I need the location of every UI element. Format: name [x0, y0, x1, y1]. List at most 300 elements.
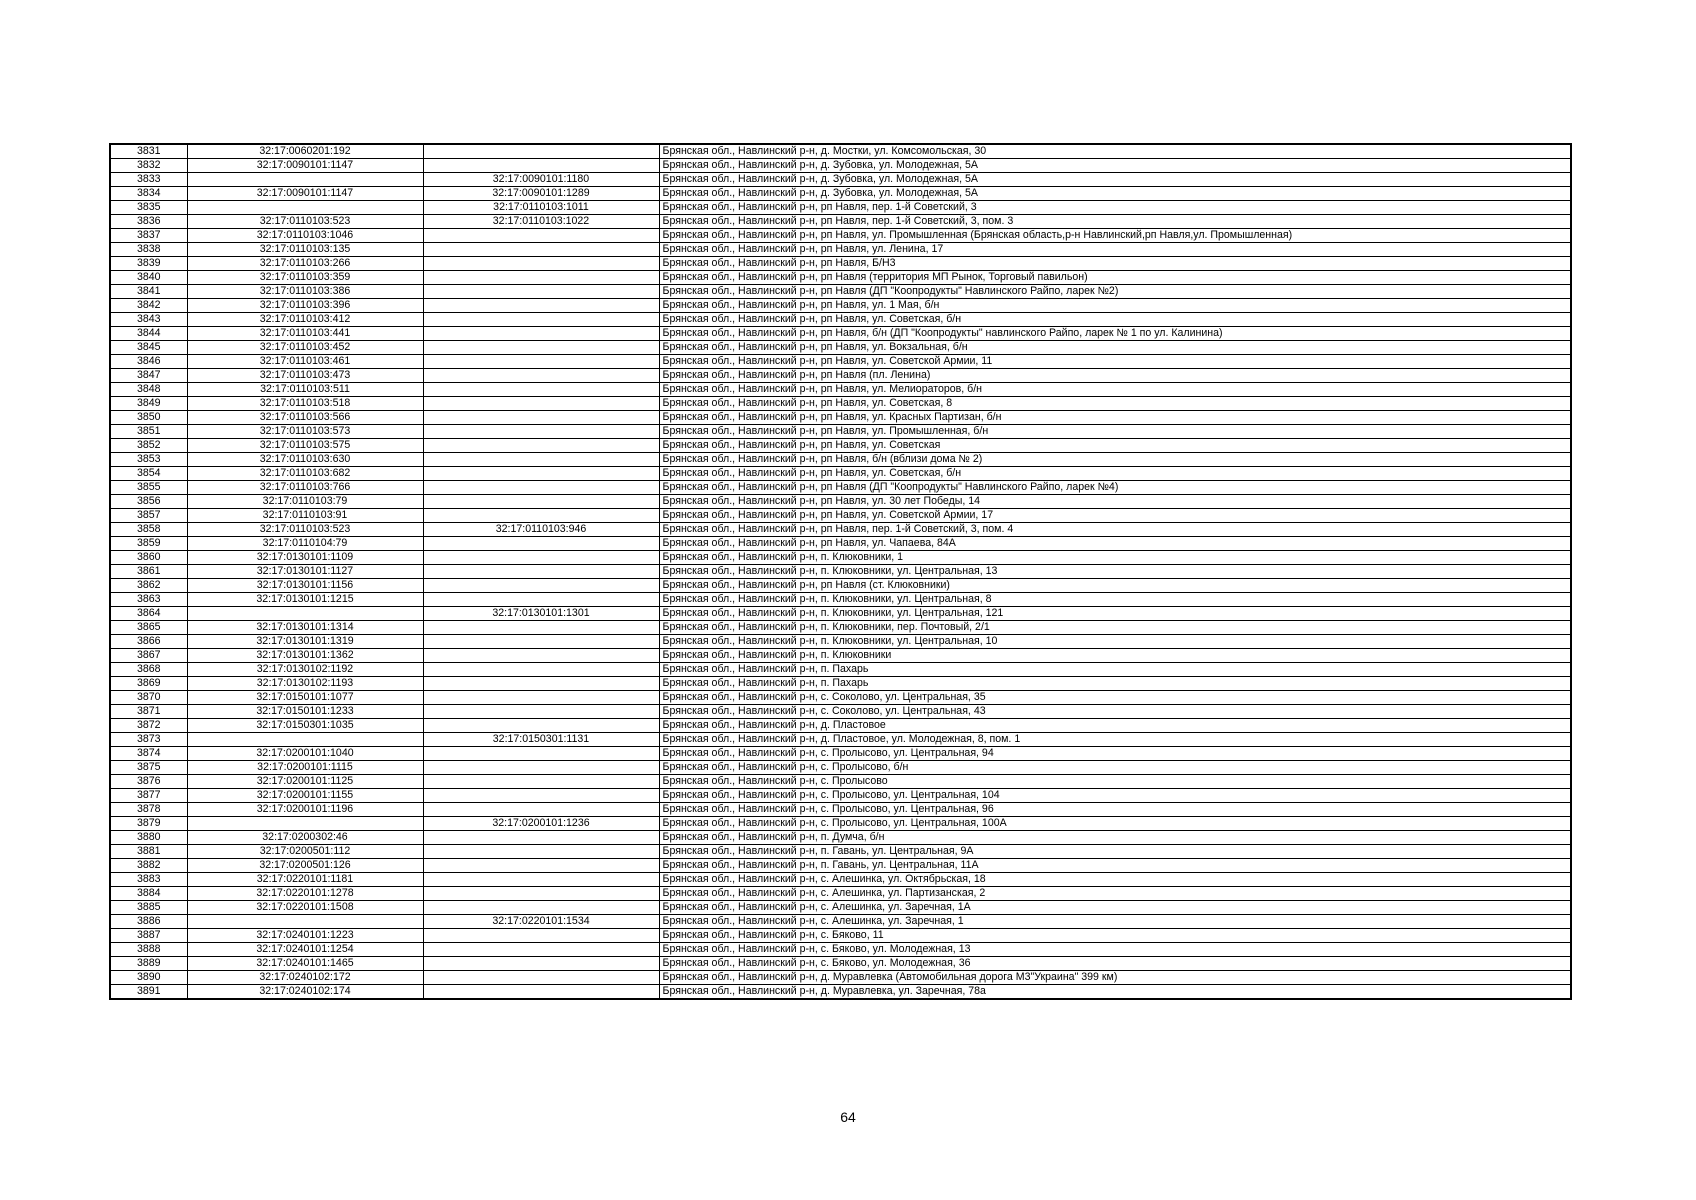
address-cell: Брянская обл., Навлинский р-н, рп Навля (территория МП Рынок, Торговый павильон) [659, 271, 1571, 285]
row-number-cell: 3870 [110, 691, 187, 705]
related-cadastral-number-cell: 32:17:0090101:1180 [423, 173, 659, 187]
related-cadastral-number-cell: 32:17:0150301:1131 [423, 733, 659, 747]
row-number-cell: 3853 [110, 453, 187, 467]
address-cell: Брянская обл., Навлинский р-н, с. Пролысово [659, 775, 1571, 789]
cadastral-number-cell [187, 173, 423, 187]
address-cell: Брянская обл., Навлинский р-н, с. Бяково, ул. Молодежная, 13 [659, 943, 1571, 957]
address-cell: Брянская обл., Навлинский р-н, с. Алешинка, ул. Заречная, 1А [659, 901, 1571, 915]
table-row [110, 579, 1571, 593]
related-cadastral-number-cell [423, 789, 659, 803]
table-row [110, 649, 1571, 663]
table-row [110, 565, 1571, 579]
row-number-cell: 3840 [110, 271, 187, 285]
table-row [110, 215, 1571, 229]
row-number-cell: 3864 [110, 607, 187, 621]
address-cell: Брянская обл., Навлинский р-н, рп Навля, ул. Советская, 8 [659, 397, 1571, 411]
table-row [110, 271, 1571, 285]
table-row [110, 957, 1571, 971]
row-number-cell: 3845 [110, 341, 187, 355]
address-cell: Брянская обл., Навлинский р-н, рп Навля, ул. Чапаева, 84А [659, 537, 1571, 551]
cadastral-number-cell: 32:17:0240101:1254 [187, 943, 423, 957]
row-number-cell: 3872 [110, 719, 187, 733]
cadastral-number-cell: 32:17:0110103:396 [187, 299, 423, 313]
related-cadastral-number-cell [423, 845, 659, 859]
table-row [110, 467, 1571, 481]
cadastral-number-cell: 32:17:0200501:112 [187, 845, 423, 859]
row-number-cell: 3866 [110, 635, 187, 649]
cadastral-number-cell [187, 915, 423, 929]
table-row [110, 831, 1571, 845]
cadastral-number-cell: 32:17:0110103:566 [187, 411, 423, 425]
table-row [110, 495, 1571, 509]
table-row [110, 887, 1571, 901]
row-number-cell: 3869 [110, 677, 187, 691]
row-number-cell: 3849 [110, 397, 187, 411]
row-number-cell: 3881 [110, 845, 187, 859]
address-cell: Брянская обл., Навлинский р-н, рп Навля, пер. 1-й Советский, 3 [659, 201, 1571, 215]
related-cadastral-number-cell [423, 887, 659, 901]
table-row [110, 971, 1571, 985]
cadastral-number-cell: 32:17:0130101:1319 [187, 635, 423, 649]
cadastral-number-cell: 32:17:0110103:79 [187, 495, 423, 509]
cadastral-number-cell: 32:17:0240101:1465 [187, 957, 423, 971]
table-row [110, 229, 1571, 243]
cadastral-number-cell: 32:17:0060201:192 [187, 144, 423, 159]
cadastral-number-cell: 32:17:0240102:172 [187, 971, 423, 985]
row-number-cell: 3855 [110, 481, 187, 495]
address-cell: Брянская обл., Навлинский р-н, с. Соколово, ул. Центральная, 35 [659, 691, 1571, 705]
related-cadastral-number-cell [423, 593, 659, 607]
table-row [110, 537, 1571, 551]
row-number-cell: 3891 [110, 985, 187, 1000]
related-cadastral-number-cell [423, 467, 659, 481]
related-cadastral-number-cell [423, 705, 659, 719]
table-row [110, 705, 1571, 719]
address-cell: Брянская обл., Навлинский р-н, с. Пролысово, ул. Центральная, 100А [659, 817, 1571, 831]
cadastral-number-cell: 32:17:0200101:1155 [187, 789, 423, 803]
table-row [110, 817, 1571, 831]
cadastral-number-cell: 32:17:0220101:1278 [187, 887, 423, 901]
row-number-cell: 3875 [110, 761, 187, 775]
table-row [110, 523, 1571, 537]
address-cell: Брянская обл., Навлинский р-н, с. Бяково, 11 [659, 929, 1571, 943]
row-number-cell: 3889 [110, 957, 187, 971]
cadastral-number-cell: 32:17:0110103:461 [187, 355, 423, 369]
address-cell: Брянская обл., Навлинский р-н, с. Пролысово, б/н [659, 761, 1571, 775]
cadastral-number-cell: 32:17:0130101:1127 [187, 565, 423, 579]
address-cell: Брянская обл., Навлинский р-н, с. Пролысово, ул. Центральная, 94 [659, 747, 1571, 761]
address-cell: Брянская обл., Навлинский р-н, рп Навля, б/н (ДП "Коопродукты" навлинского Райпо, ларек № 1 по ул. Калинина) [659, 327, 1571, 341]
address-cell: Брянская обл., Навлинский р-н, рп Навля, б/н (вблизи дома № 2) [659, 453, 1571, 467]
table-row [110, 929, 1571, 943]
related-cadastral-number-cell [423, 481, 659, 495]
row-number-cell: 3882 [110, 859, 187, 873]
address-cell: Брянская обл., Навлинский р-н, рп Навля, пер. 1-й Советский, 3, пом. 3 [659, 215, 1571, 229]
cadastral-number-cell: 32:17:0200302:46 [187, 831, 423, 845]
address-cell: Брянская обл., Навлинский р-н, рп Навля, Б/Н3 [659, 257, 1571, 271]
address-cell: Брянская обл., Навлинский р-н, рп Навля, ул. Советская, б/н [659, 467, 1571, 481]
table-row [110, 901, 1571, 915]
row-number-cell: 3842 [110, 299, 187, 313]
cadastral-number-cell: 32:17:0110103:1046 [187, 229, 423, 243]
table-row [110, 719, 1571, 733]
row-number-cell: 3878 [110, 803, 187, 817]
address-cell: Брянская обл., Навлинский р-н, рп Навля (ст. Клюковники) [659, 579, 1571, 593]
row-number-cell: 3851 [110, 425, 187, 439]
cadastral-number-cell: 32:17:0240102:174 [187, 985, 423, 1000]
cadastral-number-cell: 32:17:0150101:1077 [187, 691, 423, 705]
related-cadastral-number-cell [423, 649, 659, 663]
table-row [110, 355, 1571, 369]
cadastral-number-cell: 32:17:0240101:1223 [187, 929, 423, 943]
cadastral-number-cell: 32:17:0220101:1508 [187, 901, 423, 915]
address-cell: Брянская обл., Навлинский р-н, п. Клюковники, ул. Центральная, 13 [659, 565, 1571, 579]
row-number-cell: 3831 [110, 144, 187, 159]
address-cell: Брянская обл., Навлинский р-н, рп Навля, ул. 1 Мая, б/н [659, 299, 1571, 313]
related-cadastral-number-cell [423, 803, 659, 817]
table-row [110, 187, 1571, 201]
cadastral-number-cell: 32:17:0110103:630 [187, 453, 423, 467]
cadastral-number-cell: 32:17:0110103:441 [187, 327, 423, 341]
row-number-cell: 3846 [110, 355, 187, 369]
row-number-cell: 3884 [110, 887, 187, 901]
table-row [110, 985, 1571, 1000]
cadastral-number-cell: 32:17:0110103:575 [187, 439, 423, 453]
address-cell: Брянская обл., Навлинский р-н, рп Навля, ул. 30 лет Победы, 14 [659, 495, 1571, 509]
table-row [110, 201, 1571, 215]
address-cell: Брянская обл., Навлинский р-н, рп Навля, ул. Вокзальная, б/н [659, 341, 1571, 355]
table-row [110, 621, 1571, 635]
cadastral-number-cell [187, 733, 423, 747]
related-cadastral-number-cell [423, 271, 659, 285]
row-number-cell: 3860 [110, 551, 187, 565]
row-number-cell: 3835 [110, 201, 187, 215]
related-cadastral-number-cell [423, 439, 659, 453]
table-row [110, 144, 1571, 159]
address-cell: Брянская обл., Навлинский р-н, п. Клюковники, пер. Почтовый, 2/1 [659, 621, 1571, 635]
table-row [110, 243, 1571, 257]
address-cell: Брянская обл., Навлинский р-н, рп Навля (ДП "Коопродукты" Навлинского Райпо, ларек №2) [659, 285, 1571, 299]
row-number-cell: 3888 [110, 943, 187, 957]
related-cadastral-number-cell [423, 761, 659, 775]
row-number-cell: 3847 [110, 369, 187, 383]
cadastral-number-cell: 32:17:0150301:1035 [187, 719, 423, 733]
row-number-cell: 3880 [110, 831, 187, 845]
row-number-cell: 3871 [110, 705, 187, 719]
row-number-cell: 3844 [110, 327, 187, 341]
cadastral-number-cell: 32:17:0130101:1215 [187, 593, 423, 607]
table-row [110, 607, 1571, 621]
table-row [110, 173, 1571, 187]
cadastral-number-cell: 32:17:0090101:1147 [187, 187, 423, 201]
cadastral-number-cell: 32:17:0110103:511 [187, 383, 423, 397]
address-cell: Брянская обл., Навлинский р-н, рп Навля, ул. Советской Армии, 11 [659, 355, 1571, 369]
row-number-cell: 3861 [110, 565, 187, 579]
related-cadastral-number-cell [423, 159, 659, 173]
address-cell: Брянская обл., Навлинский р-н, п. Клюковники, ул. Центральная, 8 [659, 593, 1571, 607]
related-cadastral-number-cell [423, 495, 659, 509]
cadastral-number-cell: 32:17:0130101:1362 [187, 649, 423, 663]
row-number-cell: 3841 [110, 285, 187, 299]
cadastral-number-cell: 32:17:0110103:523 [187, 215, 423, 229]
address-cell: Брянская обл., Навлинский р-н, с. Пролысово, ул. Центральная, 96 [659, 803, 1571, 817]
row-number-cell: 3834 [110, 187, 187, 201]
cadastral-number-cell: 32:17:0200101:1125 [187, 775, 423, 789]
address-cell: Брянская обл., Навлинский р-н, рп Навля, ул. Красных Партизан, б/н [659, 411, 1571, 425]
related-cadastral-number-cell [423, 859, 659, 873]
related-cadastral-number-cell [423, 775, 659, 789]
table-row [110, 551, 1571, 565]
related-cadastral-number-cell [423, 943, 659, 957]
address-cell: Брянская обл., Навлинский р-н, рп Навля, пер. 1-й Советский, 3, пом. 4 [659, 523, 1571, 537]
page-number: 64 [840, 1109, 856, 1125]
related-cadastral-number-cell [423, 299, 659, 313]
cadastral-number-cell: 32:17:0110104:79 [187, 537, 423, 551]
address-cell: Брянская обл., Навлинский р-н, рп Навля, ул. Советской Армии, 17 [659, 509, 1571, 523]
related-cadastral-number-cell [423, 691, 659, 705]
cadastral-number-cell: 32:17:0110103:135 [187, 243, 423, 257]
cadastral-number-cell: 32:17:0220101:1181 [187, 873, 423, 887]
related-cadastral-number-cell [423, 579, 659, 593]
address-cell: Брянская обл., Навлинский р-н, рп Навля (ДП "Коопродукты" Навлинского Райпо, ларек №4) [659, 481, 1571, 495]
row-number-cell: 3850 [110, 411, 187, 425]
related-cadastral-number-cell [423, 229, 659, 243]
related-cadastral-number-cell [423, 144, 659, 159]
row-number-cell: 3868 [110, 663, 187, 677]
address-cell: Брянская обл., Навлинский р-н, рп Навля, ул. Промышленная, б/н [659, 425, 1571, 439]
cadastral-number-cell: 32:17:0110103:682 [187, 467, 423, 481]
table-row [110, 775, 1571, 789]
cadastral-number-cell: 32:17:0110103:573 [187, 425, 423, 439]
cadastral-number-cell: 32:17:0110103:518 [187, 397, 423, 411]
cadastral-number-cell [187, 201, 423, 215]
row-number-cell: 3887 [110, 929, 187, 943]
row-number-cell: 3836 [110, 215, 187, 229]
row-number-cell: 3876 [110, 775, 187, 789]
row-number-cell: 3879 [110, 817, 187, 831]
related-cadastral-number-cell: 32:17:0110103:1022 [423, 215, 659, 229]
related-cadastral-number-cell [423, 383, 659, 397]
cadastral-number-cell: 32:17:0090101:1147 [187, 159, 423, 173]
cadastral-number-cell: 32:17:0110103:359 [187, 271, 423, 285]
address-cell: Брянская обл., Навлинский р-н, рп Навля (пл. Ленина) [659, 369, 1571, 383]
cadastral-number-cell: 32:17:0200101:1196 [187, 803, 423, 817]
related-cadastral-number-cell [423, 313, 659, 327]
row-number-cell: 3857 [110, 509, 187, 523]
address-cell: Брянская обл., Навлинский р-н, д. Зубовка, ул. Молодежная, 5А [659, 159, 1571, 173]
address-cell: Брянская обл., Навлинский р-н, п. Клюковники, ул. Центральная, 121 [659, 607, 1571, 621]
address-cell: Брянская обл., Навлинский р-н, п. Клюковники, ул. Центральная, 10 [659, 635, 1571, 649]
table-row [110, 733, 1571, 747]
table-row [110, 747, 1571, 761]
table-row [110, 677, 1571, 691]
address-cell: Брянская обл., Навлинский р-н, д. Муравлевка, ул. Заречная, 78а [659, 985, 1571, 1000]
related-cadastral-number-cell [423, 509, 659, 523]
related-cadastral-number-cell [423, 369, 659, 383]
row-number-cell: 3856 [110, 495, 187, 509]
row-number-cell: 3865 [110, 621, 187, 635]
row-number-cell: 3874 [110, 747, 187, 761]
related-cadastral-number-cell [423, 971, 659, 985]
address-cell: Брянская обл., Навлинский р-н, п. Клюковники [659, 649, 1571, 663]
related-cadastral-number-cell [423, 677, 659, 691]
cadastral-number-cell: 32:17:0130102:1193 [187, 677, 423, 691]
related-cadastral-number-cell [423, 285, 659, 299]
address-cell: Брянская обл., Навлинский р-н, д. Зубовка, ул. Молодежная, 5А [659, 173, 1571, 187]
cadastral-number-cell: 32:17:0130101:1314 [187, 621, 423, 635]
related-cadastral-number-cell [423, 957, 659, 971]
table-row [110, 453, 1571, 467]
related-cadastral-number-cell [423, 621, 659, 635]
row-number-cell: 3833 [110, 173, 187, 187]
address-cell: Брянская обл., Навлинский р-н, с. Соколово, ул. Центральная, 43 [659, 705, 1571, 719]
row-number-cell: 3873 [110, 733, 187, 747]
cadastral-number-cell: 32:17:0110103:452 [187, 341, 423, 355]
registry-table-body [110, 144, 1571, 999]
related-cadastral-number-cell [423, 873, 659, 887]
table-row [110, 663, 1571, 677]
row-number-cell: 3839 [110, 257, 187, 271]
cadastral-number-cell: 32:17:0200101:1115 [187, 761, 423, 775]
related-cadastral-number-cell: 32:17:0110103:1011 [423, 201, 659, 215]
cadastral-number-cell: 32:17:0150101:1233 [187, 705, 423, 719]
address-cell: Брянская обл., Навлинский р-н, с. Алешинка, ул. Партизанская, 2 [659, 887, 1571, 901]
related-cadastral-number-cell [423, 635, 659, 649]
related-cadastral-number-cell: 32:17:0130101:1301 [423, 607, 659, 621]
related-cadastral-number-cell: 32:17:0220101:1534 [423, 915, 659, 929]
cadastral-number-cell: 32:17:0110103:523 [187, 523, 423, 537]
cadastral-number-cell: 32:17:0110103:412 [187, 313, 423, 327]
row-number-cell: 3838 [110, 243, 187, 257]
address-cell: Брянская обл., Навлинский р-н, п. Пахарь [659, 677, 1571, 691]
related-cadastral-number-cell [423, 719, 659, 733]
cadastral-number-cell [187, 607, 423, 621]
row-number-cell: 3858 [110, 523, 187, 537]
address-cell: Брянская обл., Навлинский р-н, д. Пластовое [659, 719, 1571, 733]
address-cell: Брянская обл., Навлинский р-н, с. Бяково, ул. Молодежная, 36 [659, 957, 1571, 971]
related-cadastral-number-cell: 32:17:0090101:1289 [423, 187, 659, 201]
address-cell: Брянская обл., Навлинский р-н, рп Навля, ул. Мелиораторов, б/н [659, 383, 1571, 397]
related-cadastral-number-cell: 32:17:0110103:946 [423, 523, 659, 537]
table-row [110, 327, 1571, 341]
table-row [110, 481, 1571, 495]
table-row [110, 159, 1571, 173]
table-row [110, 789, 1571, 803]
related-cadastral-number-cell [423, 341, 659, 355]
row-number-cell: 3848 [110, 383, 187, 397]
row-number-cell: 3886 [110, 915, 187, 929]
related-cadastral-number-cell [423, 831, 659, 845]
table-row [110, 803, 1571, 817]
cadastral-number-cell: 32:17:0110103:266 [187, 257, 423, 271]
table-row [110, 845, 1571, 859]
table-row [110, 285, 1571, 299]
related-cadastral-number-cell [423, 257, 659, 271]
table-row [110, 439, 1571, 453]
table-row [110, 397, 1571, 411]
row-number-cell: 3843 [110, 313, 187, 327]
table-row [110, 313, 1571, 327]
cadastral-number-cell: 32:17:0110103:473 [187, 369, 423, 383]
address-cell: Брянская обл., Навлинский р-н, рп Навля, ул. Советская, б/н [659, 313, 1571, 327]
related-cadastral-number-cell [423, 663, 659, 677]
address-cell: Брянская обл., Навлинский р-н, д. Мостки, ул. Комсомольская, 30 [659, 144, 1571, 159]
registry-table [109, 143, 1572, 1000]
address-cell: Брянская обл., Навлинский р-н, рп Навля, ул. Промышленная (Брянская область,р-н Навлинский,рп Навля,ул. Промышленная) [659, 229, 1571, 243]
row-number-cell: 3837 [110, 229, 187, 243]
related-cadastral-number-cell [423, 747, 659, 761]
row-number-cell: 3885 [110, 901, 187, 915]
related-cadastral-number-cell [423, 551, 659, 565]
address-cell: Брянская обл., Навлинский р-н, д. Пластовое, ул. Молодежная, 8, пом. 1 [659, 733, 1571, 747]
address-cell: Брянская обл., Навлинский р-н, с. Алешинка, ул. Октябрьская, 18 [659, 873, 1571, 887]
address-cell: Брянская обл., Навлинский р-н, п. Гавань, ул. Центральная, 9А [659, 845, 1571, 859]
cadastral-number-cell: 32:17:0200101:1040 [187, 747, 423, 761]
address-cell: Брянская обл., Навлинский р-н, п. Пахарь [659, 663, 1571, 677]
address-cell: Брянская обл., Навлинский р-н, с. Алешинка, ул. Заречная, 1 [659, 915, 1571, 929]
related-cadastral-number-cell [423, 901, 659, 915]
related-cadastral-number-cell [423, 411, 659, 425]
cadastral-number-cell: 32:17:0110103:766 [187, 481, 423, 495]
table-row [110, 859, 1571, 873]
cadastral-number-cell: 32:17:0130101:1109 [187, 551, 423, 565]
address-cell: Брянская обл., Навлинский р-н, п. Думча, б/н [659, 831, 1571, 845]
row-number-cell: 3890 [110, 971, 187, 985]
cadastral-number-cell: 32:17:0110103:91 [187, 509, 423, 523]
address-cell: Брянская обл., Навлинский р-н, д. Муравлевка (Автомобильная дорога М3"Украина" 399 км) [659, 971, 1571, 985]
row-number-cell: 3883 [110, 873, 187, 887]
table-row [110, 593, 1571, 607]
table-row [110, 915, 1571, 929]
related-cadastral-number-cell [423, 537, 659, 551]
cadastral-number-cell [187, 817, 423, 831]
table-row [110, 635, 1571, 649]
related-cadastral-number-cell: 32:17:0200101:1236 [423, 817, 659, 831]
table-row [110, 369, 1571, 383]
row-number-cell: 3852 [110, 439, 187, 453]
table-row [110, 411, 1571, 425]
cadastral-number-cell: 32:17:0200501:126 [187, 859, 423, 873]
table-row [110, 873, 1571, 887]
row-number-cell: 3867 [110, 649, 187, 663]
row-number-cell: 3862 [110, 579, 187, 593]
cadastral-number-cell: 32:17:0130102:1192 [187, 663, 423, 677]
related-cadastral-number-cell [423, 929, 659, 943]
related-cadastral-number-cell [423, 327, 659, 341]
related-cadastral-number-cell [423, 453, 659, 467]
address-cell: Брянская обл., Навлинский р-н, рп Навля, ул. Ленина, 17 [659, 243, 1571, 257]
table-row [110, 943, 1571, 957]
related-cadastral-number-cell [423, 397, 659, 411]
row-number-cell: 3854 [110, 467, 187, 481]
address-cell: Брянская обл., Навлинский р-н, с. Пролысово, ул. Центральная, 104 [659, 789, 1571, 803]
address-cell: Брянская обл., Навлинский р-н, п. Гавань, ул. Центральная, 11А [659, 859, 1571, 873]
row-number-cell: 3863 [110, 593, 187, 607]
cadastral-number-cell: 32:17:0110103:386 [187, 285, 423, 299]
table-row [110, 299, 1571, 313]
related-cadastral-number-cell [423, 985, 659, 1000]
address-cell: Брянская обл., Навлинский р-н, д. Зубовка, ул. Молодежная, 5А [659, 187, 1571, 201]
table-row [110, 425, 1571, 439]
row-number-cell: 3877 [110, 789, 187, 803]
table-row [110, 691, 1571, 705]
table-row [110, 341, 1571, 355]
row-number-cell: 3859 [110, 537, 187, 551]
related-cadastral-number-cell [423, 243, 659, 257]
table-row [110, 383, 1571, 397]
related-cadastral-number-cell [423, 355, 659, 369]
table-row [110, 257, 1571, 271]
